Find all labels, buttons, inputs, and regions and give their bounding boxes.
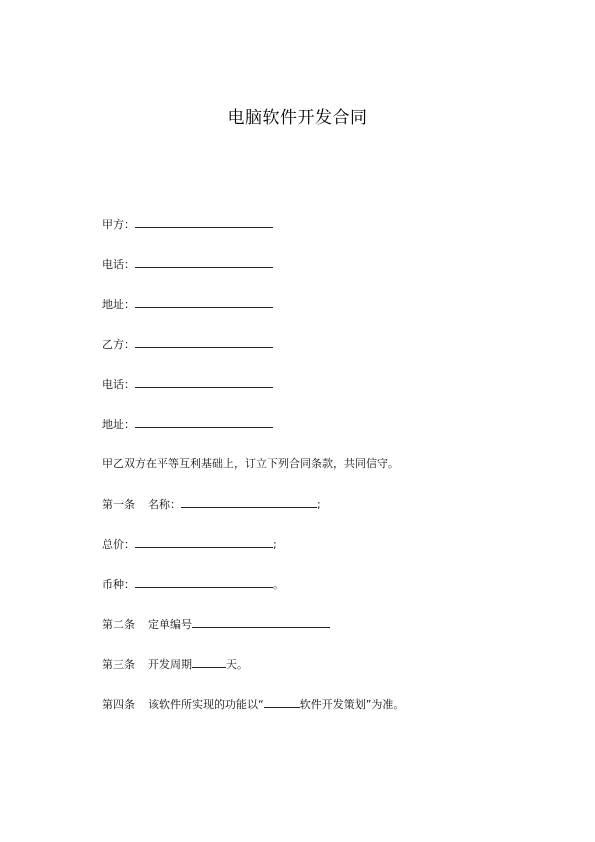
party-a-address-blank[interactable]	[135, 296, 273, 308]
article1-number: 第一条	[102, 498, 135, 511]
article3-label: 开发周期	[148, 658, 192, 671]
total-price-blank[interactable]	[135, 536, 273, 548]
article1-label: 名称：	[148, 498, 181, 511]
party-b-phone-line	[102, 376, 273, 393]
total-price-line	[102, 536, 277, 553]
party-a-name-line	[102, 216, 273, 233]
article4-line	[102, 696, 404, 713]
article3-line	[102, 656, 248, 673]
article2-line	[102, 616, 330, 633]
party-a-phone-line	[102, 256, 273, 273]
preamble-line: 甲乙双方在平等互利基础上，订立下列合同条款，共同信守。	[102, 457, 399, 470]
currency-line	[102, 576, 284, 593]
party-a-name-blank[interactable]	[135, 216, 273, 228]
order-number-blank[interactable]	[192, 616, 330, 628]
party-b-name-blank[interactable]	[135, 336, 273, 348]
software-plan-blank[interactable]	[264, 696, 300, 708]
article1-line	[102, 496, 321, 513]
total-price-suffix: ;	[273, 538, 277, 551]
party-a-name-label: 甲方：	[102, 218, 135, 231]
article1-name-blank[interactable]	[181, 496, 317, 508]
article3-suffix: 天。	[226, 658, 248, 671]
party-b-phone-label: 电话：	[102, 378, 135, 391]
currency-suffix: 。	[273, 578, 284, 591]
article1-suffix: ;	[317, 498, 321, 511]
party-a-address-line	[102, 296, 273, 313]
party-b-phone-blank[interactable]	[135, 376, 273, 388]
party-b-address-label: 地址：	[102, 418, 135, 431]
development-period-blank[interactable]	[192, 656, 226, 668]
article4-text-after: 软件开发策划”为准。	[299, 698, 405, 711]
article3-number: 第三条	[102, 658, 135, 671]
party-b-name-label: 乙方：	[102, 338, 135, 351]
party-a-phone-blank[interactable]	[135, 256, 273, 268]
article4-text-before: 该软件所实现的功能以“	[148, 698, 264, 711]
currency-blank[interactable]	[135, 576, 273, 588]
party-a-address-label: 地址：	[102, 298, 135, 311]
party-b-name-line	[102, 336, 273, 353]
total-price-label: 总价：	[102, 538, 135, 551]
party-a-phone-label: 电话：	[102, 258, 135, 271]
article2-number: 第二条	[102, 618, 135, 631]
currency-label: 币种：	[102, 578, 135, 591]
document-title: 电脑软件开发合同	[227, 108, 368, 128]
article4-number: 第四条	[102, 698, 135, 711]
article2-label: 定单编号	[148, 618, 192, 631]
party-b-address-line	[102, 416, 273, 433]
party-b-address-blank[interactable]	[135, 416, 273, 428]
